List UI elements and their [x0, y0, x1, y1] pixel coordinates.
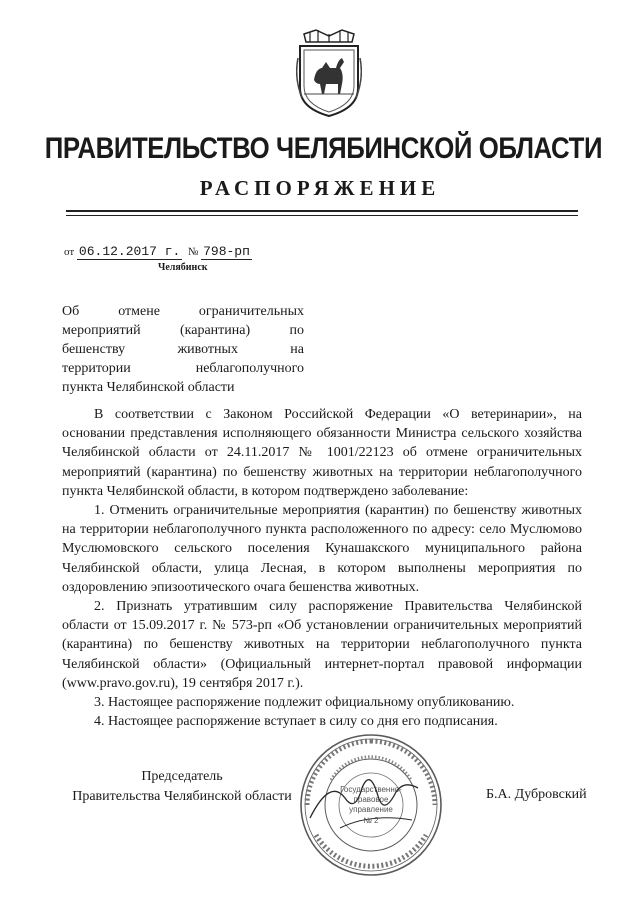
subject-line: мероприятий (карантина) по	[62, 323, 304, 338]
subject-line: бешенству животных на	[62, 342, 304, 357]
date-number-line	[64, 244, 252, 259]
coat-of-arms-icon	[296, 28, 362, 118]
clause-4: 4. Настоящее распоряжение вступает в силу со дня его подписания.	[94, 714, 498, 730]
signer-role	[62, 767, 302, 807]
handwritten-signature	[300, 758, 430, 848]
clause-3: 3. Настоящее распоряжение подлежит официальному опубликованию.	[94, 695, 515, 711]
number-prefix: №	[187, 246, 199, 258]
header-divider-thin	[66, 215, 578, 216]
clause-1: 1. Отменить ограничительные мероприятия (карантин) по бешенству животных на территории неблагополучного пункта расположенного по адресу: село Муслюмово Муслюмовского сельского поселения Кунашакского муниципального района Челябинской области, улица Лесная, в котором выполнены мероприятия по оздоровлению эпизоотического очага бешенства животных.	[62, 503, 582, 595]
subject-line: территории неблагополучного	[62, 361, 304, 376]
signer-role-line: Председатель	[141, 769, 223, 784]
document-subject	[62, 302, 304, 397]
clause-2: 2. Признать утратившим силу распоряжение Правительства Челябинской области от 15.09.2017 г. № 573-рп «Об установлении ограничительных мероприятий (карантина) по бешенству животных на территории неблагополучного пункта Челябинской области» (Официальный интернет-портал правовой информации (www.pravo.gov.ru), 19 сентября 2017 г.).	[62, 599, 582, 691]
seal-center-line: Государственно-	[340, 785, 402, 794]
header-divider-thick	[66, 210, 578, 212]
preamble-paragraph: В соответствии с Законом Российской Федерации «О ветеринарии», на основании представления исполняющего обязанности Министра сельского хозяйства Челябинской области от 24.11.2017 № 1001/22123 об отмене ограничительных мероприятий (карантина) по бешенству животных на территории неблагополучного пункта Челябинской области, в котором подтверждено заболевание:	[62, 407, 582, 499]
government-title: ПРАВИТЕЛЬСТВО ЧЕЛЯБИНСКОЙ ОБЛАСТИ	[44, 132, 603, 165]
seal-center-line: № 2	[363, 816, 379, 825]
seal-center-line: управление	[349, 805, 393, 814]
document-body	[62, 405, 582, 731]
subject-line: пункта Челябинской области	[62, 380, 235, 395]
document-date: 06.12.2017 г.	[78, 244, 181, 259]
city-label: Челябинск	[158, 262, 208, 273]
signer-role-line: Правительства Челябинской области	[72, 789, 292, 804]
date-prefix: от	[64, 246, 75, 258]
signer-name: Б.А. Дубровский	[486, 787, 587, 802]
seal-center-line: правовое	[353, 795, 389, 804]
document-number: 798-рп	[203, 244, 250, 259]
subject-line: Об отмене ограничительных	[62, 304, 304, 319]
document-type-heading: РАСПОРЯЖЕНИЕ	[199, 176, 441, 200]
